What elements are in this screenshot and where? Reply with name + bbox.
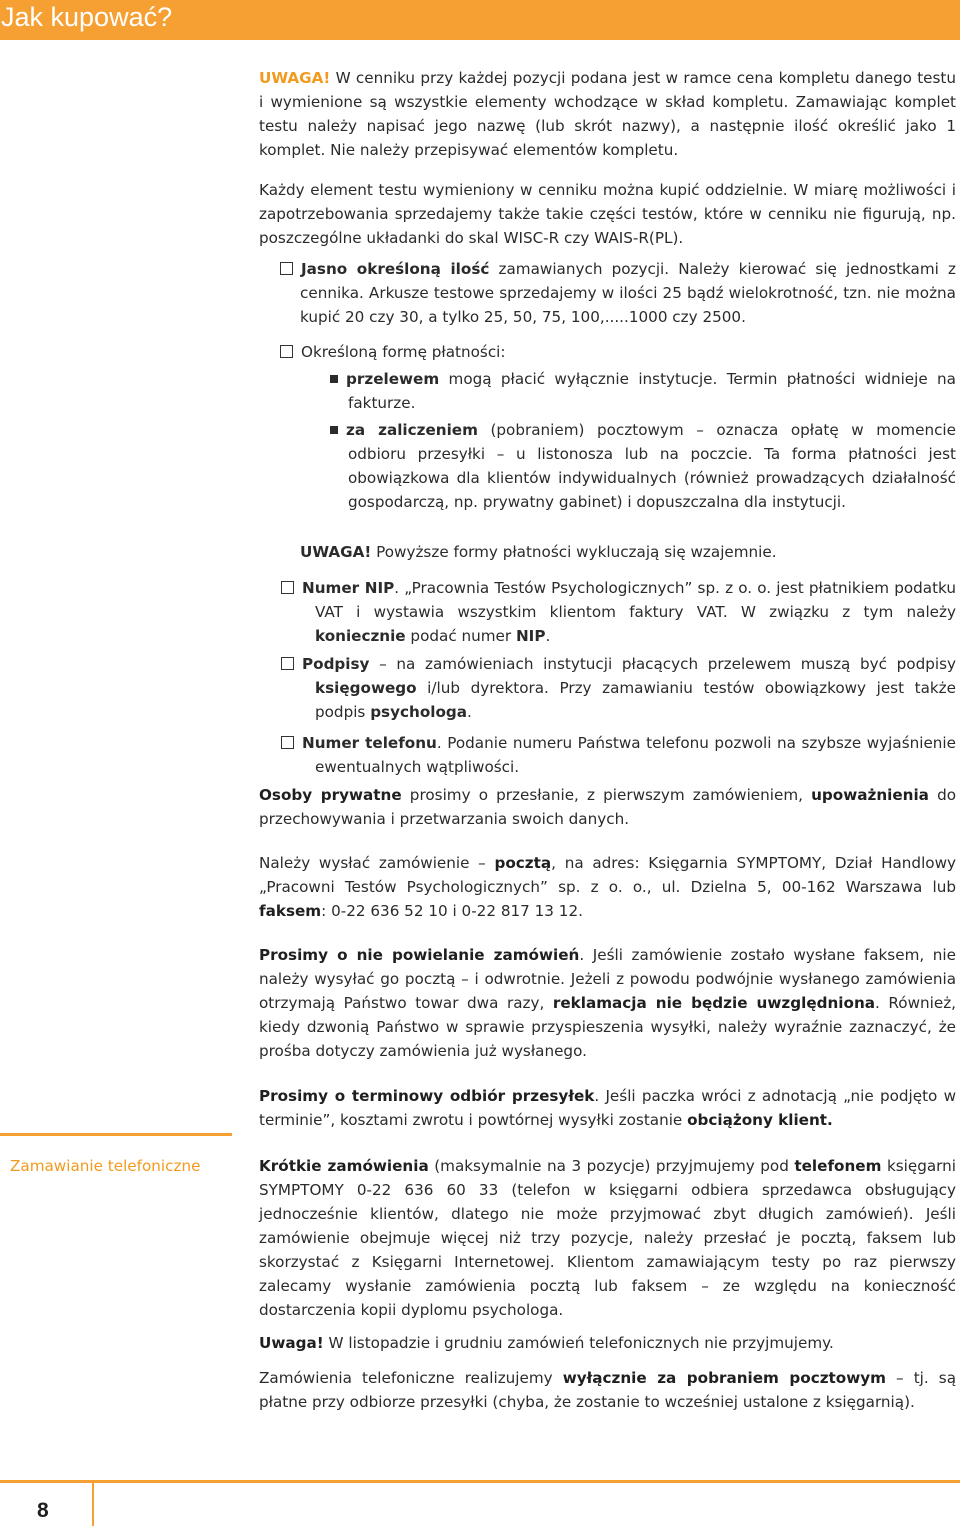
checkbox-square-icon bbox=[281, 657, 294, 670]
note-complete-sets: UWAGA! W cenniku przy każdej pozycji podana jest w ramce cena kompletu danego testu i wymienione są wszystkie elementy wchodzące w skład kompletu. Zamawiając komplet testu należy napisać jego nazwę (lub skrót nazwy), a następnie ilość określić jako 1 komplet. Nie należy przepisywać elementów kompletu. bbox=[259, 69, 956, 159]
page-number: 8 bbox=[37, 1499, 49, 1522]
page-title: Jak kupować? bbox=[0, 0, 960, 40]
payment-exclusive-note: UWAGA! Powyższe formy płatności wykluczają się wzajemnie. bbox=[300, 543, 777, 561]
checkbox-square-icon bbox=[280, 262, 293, 275]
checkbox-square-icon bbox=[281, 581, 294, 594]
nip-item: Numer NIP. „Pracownia Testów Psychologicznych” sp. z o. o. jest płatnikiem podatku VAT i wystawia wszystkim klientom faktury VAT. W związku z tym należy koniecznie podać numer NIP. bbox=[315, 576, 956, 648]
phone-item: Numer telefonu. Podanie numeru Państwa telefonu pozwoli na szybsze wyjaśnienie ewentualnych wątpliwości. bbox=[315, 731, 956, 779]
bullet-square-icon bbox=[330, 426, 338, 434]
private-persons-note: Osoby prywatne prosimy o przesłanie, z pierwszym zamówieniem, upoważnienia do przechowywania i przetwarzania swoich danych. bbox=[259, 786, 957, 828]
phone-orders-payment-note: Zamówienia telefoniczne realizujemy wyłącznie za pobraniem pocztowym – tj. są płatne przy odbiorze przesyłki (chyba, że zostanie to wcześniej ustalone z księgarnią). bbox=[259, 1369, 956, 1411]
checkbox-square-icon bbox=[281, 736, 294, 749]
quantity-item: Jasno określoną ilość zamawianych pozycji. Należy kierować się jednostkami z cennika. Arkusze testowe sprzedajemy w ilości 25 bądź wielokrotność, tzn. nie można kupić 20 czy 30, a tylko 25, 50, 75, 100,.....1000 czy 2500. bbox=[300, 257, 956, 329]
signatures-item: Podpisy – na zamówieniach instytucji płacących przelewem muszą być podpisy księgowego i/lub dyrektora. Przy zamawianiu testów obowiązkowy jest także podpis psychologa. bbox=[315, 652, 956, 724]
payment-cod-subitem: za zaliczeniem (pobraniem) pocztowym – oznacza opłatę w momencie odbioru przesyłki – u listonosza lub na poczcie. Ta forma płatności jest obowiązkowa dla klientów indywidualnych (również prowadzących działalność gospodarczą, np. prywatny gabinet) i dopuszczalna dla instytucji. bbox=[348, 418, 956, 514]
footer-divider bbox=[0, 1480, 960, 1483]
note-single-elements: Każdy element testu wymieniony w cenniku można kupić oddzielnie. W miarę możliwości i zapotrzebowania sprzedajemy także takie części testów, które w cenniku nie figurują, np. poszczególne układanki do skal WISC-R czy WAIS-R(PL). bbox=[259, 181, 956, 247]
section-divider bbox=[0, 1133, 232, 1136]
phone-orders-note: Krótkie zamówienia (maksymalnie na 3 pozycje) przyjmujemy pod telefonem księgarni SYMPTOMY 0-22 636 60 33 (telefon w księgarni odbiera sprzedawca obsługujący jednocześnie klientów, dlatego nie może przyjmować zbyt długich zamówień). Jeśli zamówienie obejmuje więcej niż trzy pozycje, należy przesłać je pocztą, faksem lub skorzystać z Księgarni Internetowej. Klientom zamawiającym testy po raz pierwszy zalecamy wysłanie zamówienia pocztą lub faksem – ze względu na konieczność dostarczenia kopii dyplomu psychologa. bbox=[259, 1157, 956, 1319]
checkbox-square-icon bbox=[280, 345, 293, 358]
payment-transfer-subitem: przelewem mogą płacić wyłącznie instytucje. Termin płatności widnieje na fakturze. bbox=[348, 367, 956, 415]
timely-pickup-note: Prosimy o terminowy odbiór przesyłek. Jeśli paczka wróci z adnotacją „nie podjęto w terminie”, kosztami zwrotu i powtórnej wysyłki zostanie obciążony klient. bbox=[259, 1087, 957, 1129]
payment-form-item: Określoną formę płatności: bbox=[300, 340, 956, 364]
sidebar-section-label: Zamawianie telefoniczne bbox=[10, 1157, 201, 1175]
footer-vertical-divider bbox=[92, 1480, 94, 1526]
mailing-address-note: Należy wysłać zamówienie – pocztą, na adres: Księgarnia SYMPTOMY, Dział Handlowy „Pracowni Testów Psychologicznych” sp. z o. o., ul. Dzielna 5, 00-162 Warszawa lub faksem: 0-22 636 52 10 i 0-22 817 13 12. bbox=[259, 854, 956, 920]
phone-orders-warning: Uwaga! W listopadzie i grudniu zamówień telefonicznych nie przyjmujemy. bbox=[259, 1334, 834, 1352]
no-duplicate-orders-note: Prosimy o nie powielanie zamówień. Jeśli zamówienie zostało wysłane faksem, nie należy wysyłać go pocztą – i odwrotnie. Jeżeli z powodu podwójnie wysłanego zamówienia otrzymają Państwo towar dwa razy, reklamacja nie będzie uwzględniona. Również, kiedy dzwonią Państwo w sprawie przyspieszenia wysyłki, należy wyraźnie zaznaczyć, że prośba dotyczy zamówienia już wysłanego. bbox=[259, 946, 956, 1060]
bullet-square-icon bbox=[330, 375, 338, 383]
